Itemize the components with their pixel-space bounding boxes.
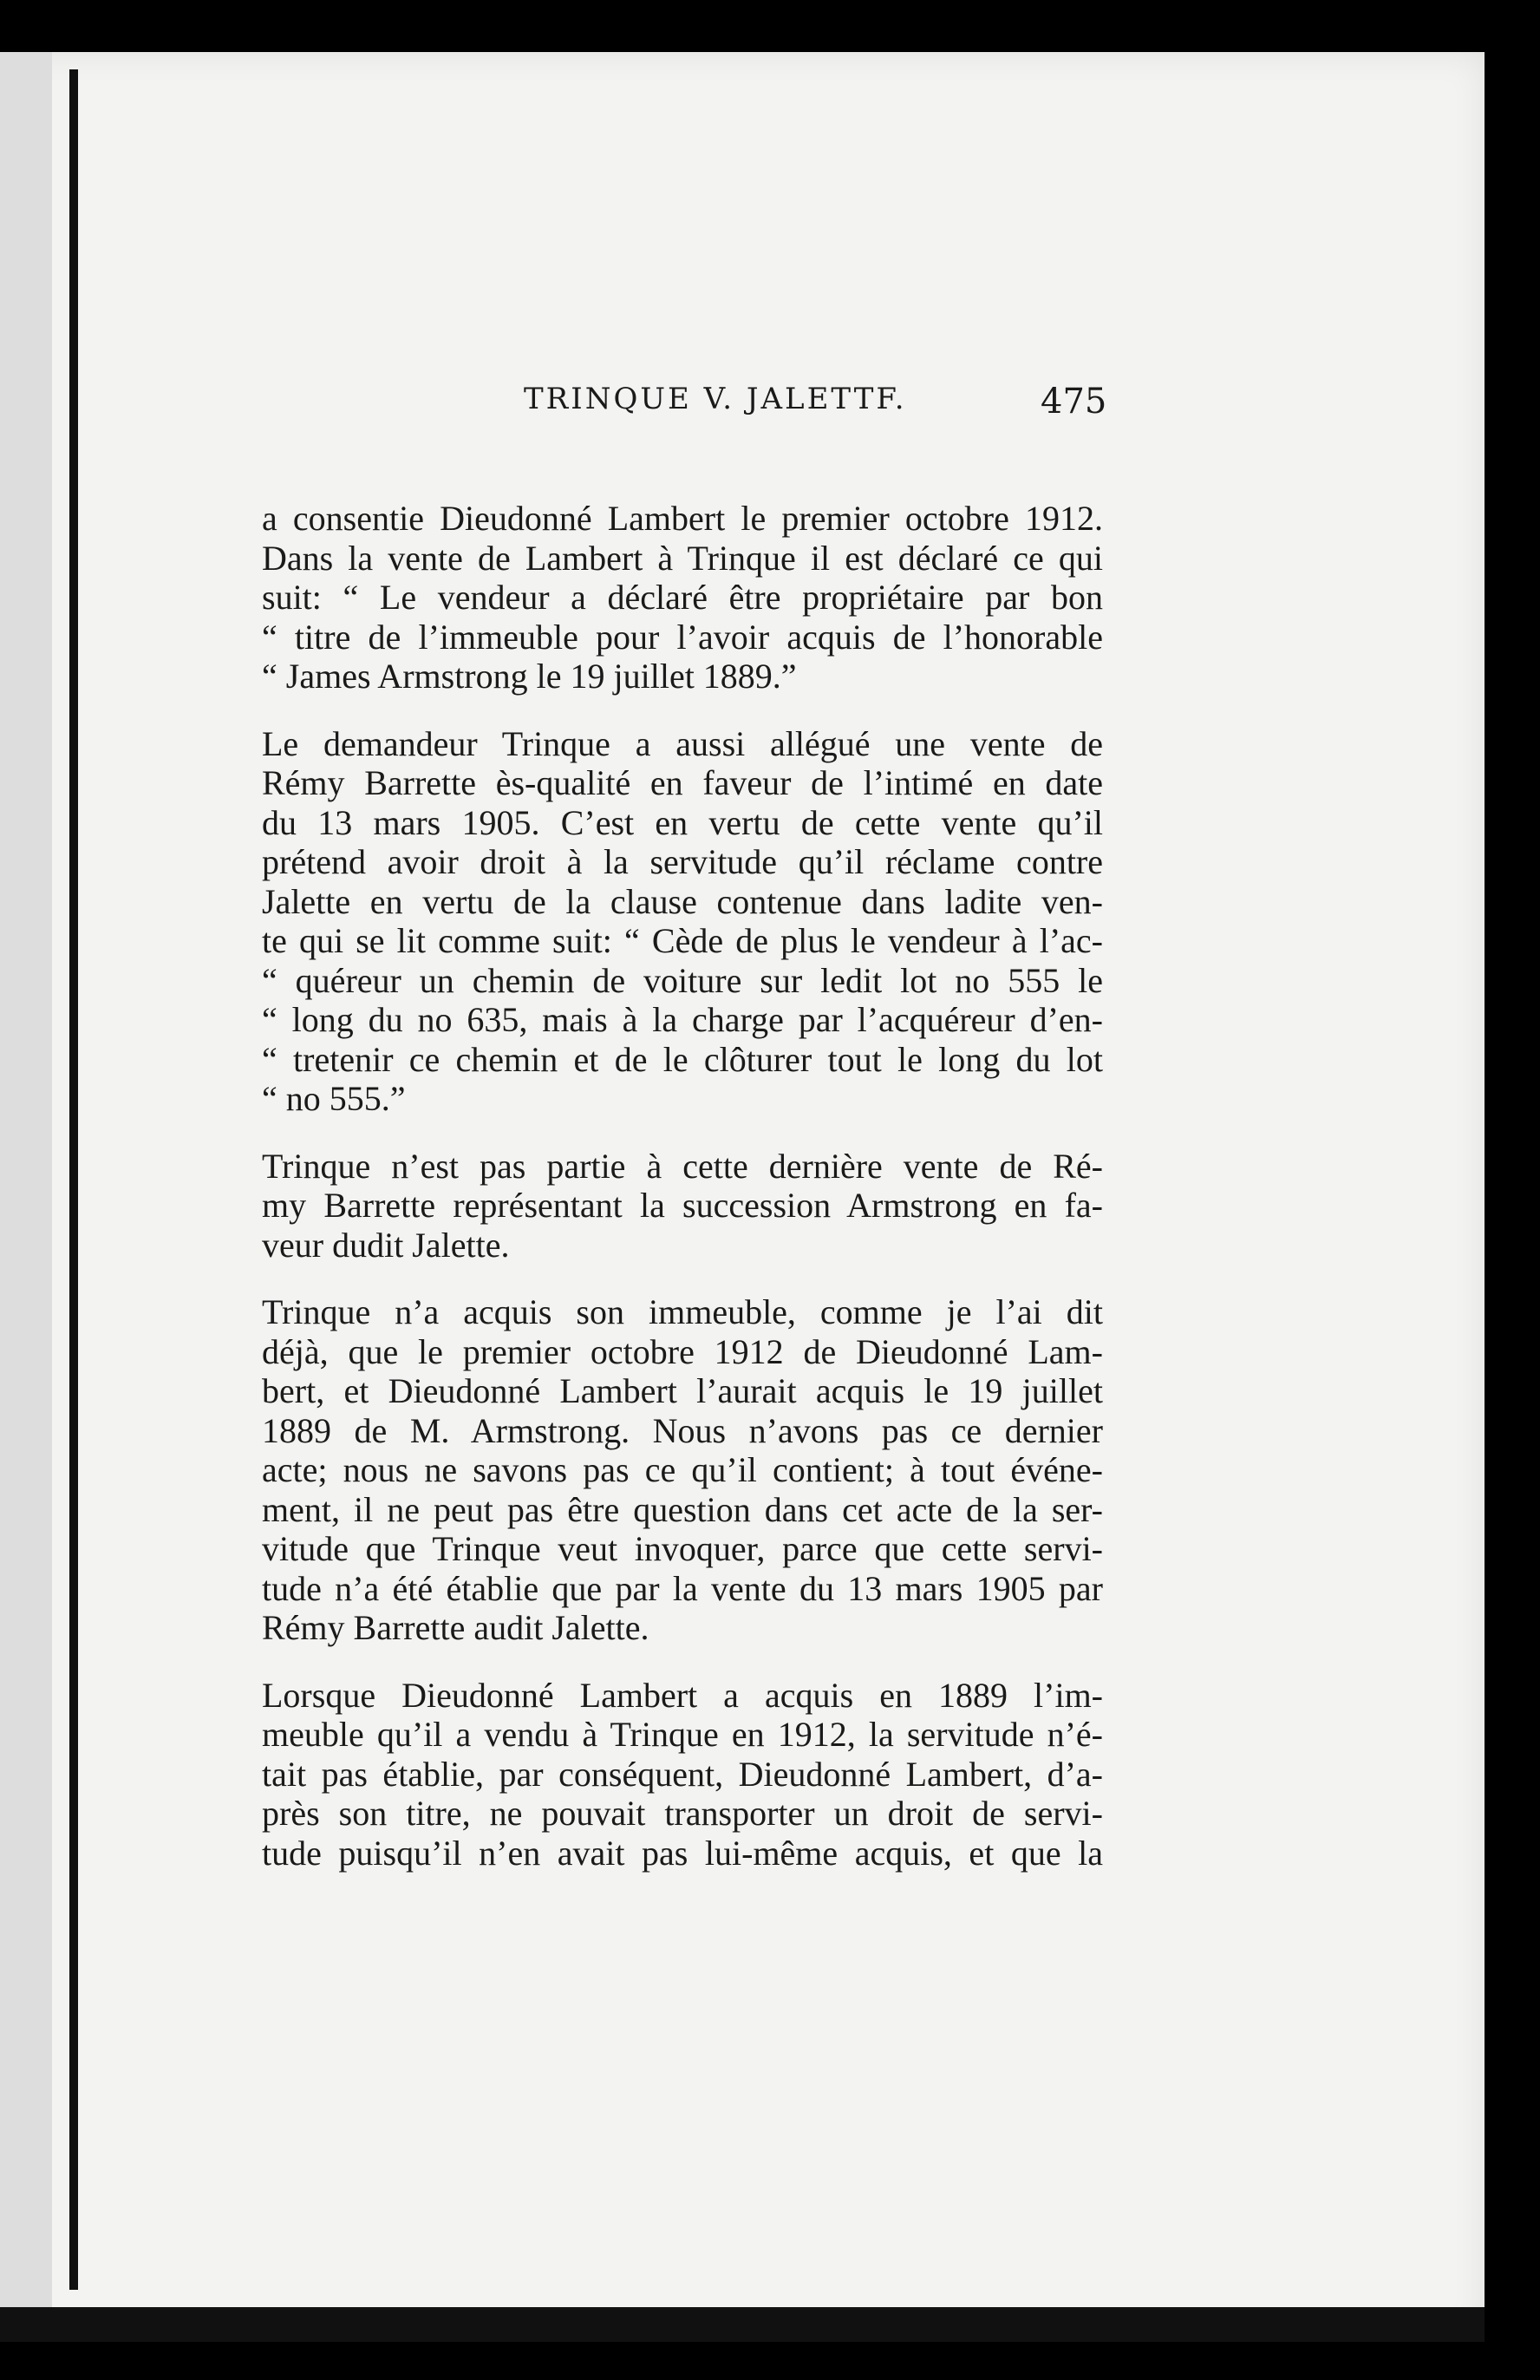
book-page [0, 52, 1485, 2342]
paragraph-4 [262, 1292, 1103, 1648]
text-line: ment, il ne peut pas être question dans cet acte de la ser- [262, 1489, 1103, 1529]
paragraph-3 [262, 1147, 1103, 1265]
text-line: Rémy Barrette audit Jalette. [262, 1608, 649, 1647]
text-line: Trinque n’est pas partie à cette dernière vente de Ré- [262, 1146, 1103, 1186]
text-line: tude n’a été établie que par la vente du 13 mars 1905 par [262, 1568, 1103, 1608]
scan-bottom-edge [0, 2307, 1485, 2342]
text-line: a consentie Dieudonné Lambert le premier octobre 1912. [262, 499, 1103, 538]
running-head [0, 382, 1485, 434]
text-line: “ James Armstrong le 19 juillet 1889.” [262, 657, 797, 696]
text-line: Le demandeur Trinque a aussi allégué une vente de [262, 723, 1103, 763]
text-line: Jalette en vertu de la clause contenue dans ladite ven- [262, 881, 1103, 921]
text-line: acte; nous ne savons pas ce qu’il contient; à tout événe- [262, 1450, 1103, 1489]
page-number: 475 [1041, 382, 1107, 422]
text-line: déjà, que le premier octobre 1912 de Dieudonné Lam- [262, 1331, 1103, 1371]
text-line: vitude que Trinque veut invoquer, parce que cette servi- [262, 1529, 1103, 1568]
text-line: Trinque n’a acquis son immeuble, comme je l’ai dit [262, 1292, 1103, 1331]
text-line: prétend avoir droit à la servitude qu’il réclame contre [262, 842, 1103, 881]
text-line: suit: “ Le vendeur a déclaré être propriétaire par bon [262, 578, 1103, 617]
paragraph-5 [262, 1676, 1103, 1873]
text-line: veur dudit Jalette. [262, 1225, 510, 1265]
text-line: “ no 555.” [262, 1079, 406, 1118]
text-line: tait pas établie, par conséquent, Dieudonné Lambert, d’a- [262, 1754, 1103, 1794]
text-line: du 13 mars 1905. C’est en vertu de cette vente qu’il [262, 802, 1103, 842]
text-line: “ titre de l’immeuble pour l’avoir acquis de l’honorable [262, 617, 1103, 657]
running-head-title: TRINQUE V. JALETTF. [524, 382, 907, 416]
text-line: “ long du no 635, mais à la charge par l’acquéreur d’en- [262, 1000, 1103, 1039]
text-line: 1889 de M. Armstrong. Nous n’avons pas ce dernier [262, 1410, 1103, 1450]
text-line: Rémy Barrette ès-qualité en faveur de l’intimé en date [262, 763, 1103, 802]
text-line: te qui se lit comme suit: “ Cède de plus le vendeur à l’ac- [262, 921, 1103, 960]
text-line: Dans la vente de Lambert à Trinque il est déclaré ce qui [262, 538, 1103, 578]
text-line: Lorsque Dieudonné Lambert a acquis en 1889 l’im- [262, 1675, 1103, 1715]
paragraph-1 [262, 499, 1103, 696]
text-line: “ quéreur un chemin de voiture sur ledit lot no 555 le [262, 960, 1103, 1000]
text-line: my Barrette représentant la succession Armstrong en fa- [262, 1186, 1103, 1225]
text-line: près son titre, ne pouvait transporter un droit de servi- [262, 1794, 1103, 1833]
text-line: tude puisqu’il n’en avait pas lui-même acquis, et que la [262, 1833, 1103, 1873]
paragraph-2 [262, 724, 1103, 1119]
text-line: meuble qu’il a vendu à Trinque en 1912, la servitude n’é- [262, 1715, 1103, 1754]
text-line: bert, et Dieudonné Lambert l’aurait acquis le 19 juillet [262, 1371, 1103, 1410]
text-line: “ tretenir ce chemin et de le clôturer tout le long du lot [262, 1039, 1103, 1079]
body-text [262, 499, 1103, 1900]
